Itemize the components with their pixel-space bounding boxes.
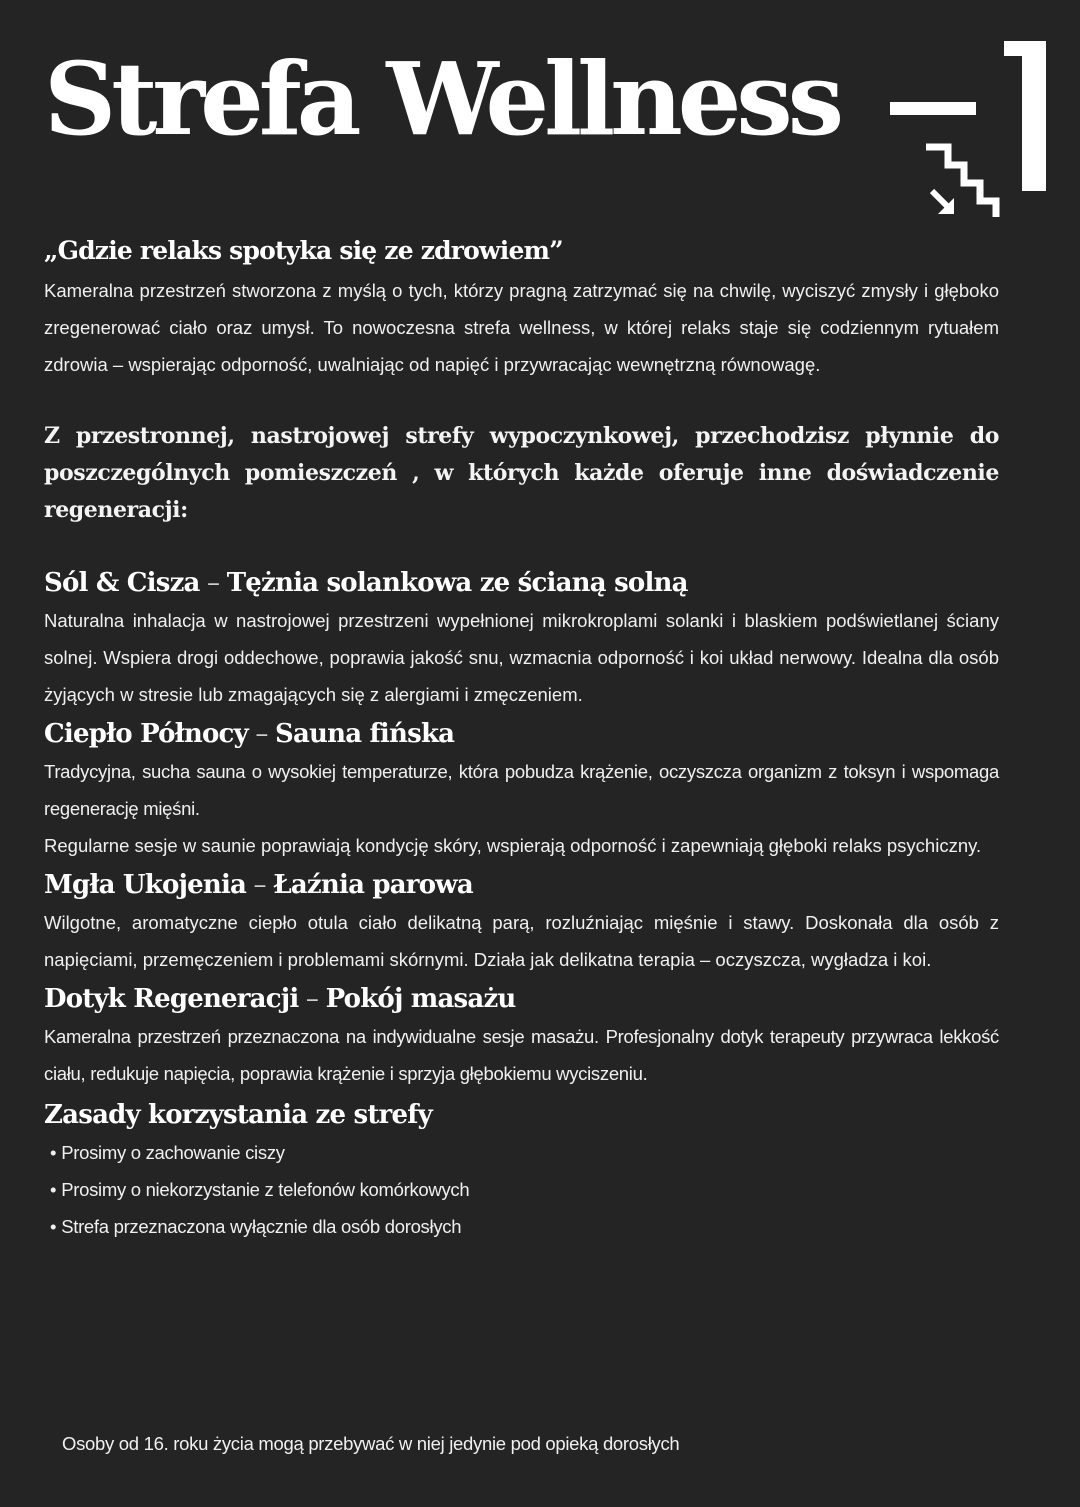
rules-list [44,1134,999,1245]
section-title [44,866,999,904]
rules-section [44,1096,999,1245]
section-sauna [44,715,999,864]
section-separator: – [246,870,274,900]
section-title [44,980,999,1018]
section-text: Regularne sesje w saunie poprawiają kondycję skóry, wspierają odporność i zapewniają głęboki relaks psychiczny. [44,835,982,856]
intro-text: Kameralna przestrzeń stworzona z myślą o tych, którzy pragną zatrzymać się na chwilę, wyciszyć zmysły i głęboko zregenerować ciało oraz umysł. To nowoczesna strefa wellness, w której relaks staje się codziennym rytuałem zdrowia – wspierając odporność, uwalniając od napięć i przywracając wewnętrzną równowagę. [44,280,999,375]
section-separator: – [247,719,276,749]
rule-item: • Prosimy o niekorzystanie z telefonów komórkowych [50,1171,999,1208]
intro-heading: „Gdzie relaks spotyka się ze zdrowiem” [44,236,563,265]
page-title: Strefa Wellness [44,40,840,158]
section-separator: – [199,568,227,598]
section-name: Dotyk Regeneracji [44,984,299,1014]
section-subtitle: Tężnia solankowa ze ścianą solną [226,568,688,598]
stairs-arrow-logo-icon [880,35,1060,225]
section-name: Mgła Ukojenia [44,870,247,900]
rule-item: • Strefa przeznaczona wyłącznie dla osób dorosłych [50,1208,999,1245]
section-salt [44,564,999,713]
section-text: Wilgotne, aromatyczne ciepło otula ciało delikatną parą, rozluźniając mięśnie i stawy. Doskonała dla osób z napięciami, przemęczeniem i problemami skórnymi. Działa jak delikatna terapia – oczyszcza, wygładza i koi. [44,912,999,970]
section-subtitle: Pokój masażu [325,984,516,1014]
content [44,232,999,1245]
section-text: Tradycyjna, sucha sauna o wysokiej temperaturze, która pobudza krążenie, oczyszcza organizm z toksyn i wspomaga regenerację mięśni. [44,761,999,819]
section-title [44,715,999,753]
section-massage [44,980,999,1092]
section-subtitle: Łaźnia parowa [273,870,473,900]
section-text: Kameralna przestrzeń przeznaczona na indywidualne sesje masażu. Profesjonalny dotyk terapeuty przywraca lekkość ciału, redukuje napięcia, poprawia krążenie i sprzyja głębokiemu wyciszeniu. [44,1026,999,1084]
section-title [44,564,999,602]
section-text: Naturalna inhalacja w nastrojowej przestrzeni wypełnionej mikrokroplami solanki i blaskiem podświetlanej ściany solnej. Wspiera drogi oddechowe, poprawia jakość snu, wzmacnia odporność i koi układ nerwowy. Idealna dla osób żyjących w stresie lub zmagających się z alergiami i zmęczeniem. [44,610,999,705]
footer-note: Osoby od 16. roku życia mogą przebywać w niej jedynie pod opieką dorosłych [62,1433,680,1454]
section-name: Sól & Cisza [44,568,200,598]
rules-heading: Zasady korzystania ze strefy [44,1100,432,1130]
section-name: Ciepło Północy [44,719,248,749]
section-steam [44,866,999,978]
section-subtitle: Sauna fińska [275,719,455,749]
lead-text: Z przestronnej, nastrojowej strefy wypoczynkowej, przechodzisz płynnie do poszczególnych pomieszczeń , w których każde oferuje inne doświadczenie regeneracji: [44,423,999,523]
section-separator: – [298,984,326,1014]
rule-item: • Prosimy o zachowanie ciszy [50,1134,999,1171]
